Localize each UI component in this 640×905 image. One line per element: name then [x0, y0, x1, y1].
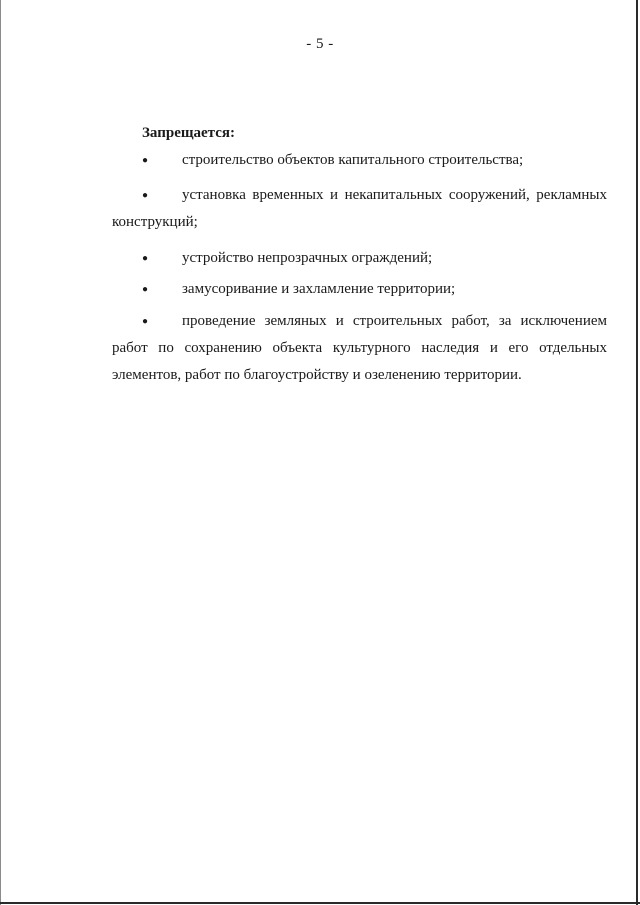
list-item-text: проведение земляных и строительных работ, за исключением — [182, 313, 607, 329]
list-item — [112, 276, 607, 303]
document-body — [112, 120, 607, 389]
scan-edge-left — [0, 0, 1, 905]
page-number: - 5 - — [306, 36, 334, 52]
list-item — [112, 308, 607, 389]
scan-edge-bottom — [0, 902, 640, 904]
bullet-icon: ● — [142, 284, 149, 295]
list-item — [112, 182, 607, 236]
list-item-text: строительство объектов капитального строительства; — [182, 152, 524, 168]
list-item — [112, 245, 607, 272]
list-item — [112, 147, 607, 174]
section-heading: Запрещается: — [142, 125, 236, 141]
list-item-text-continuation: конструкций; — [112, 214, 198, 230]
bullet-icon: ● — [142, 253, 149, 264]
list-item-text: устройство непрозрачных ограждений; — [182, 250, 433, 266]
bullet-icon: ● — [142, 316, 149, 327]
list-item-text-continuation: работ по сохранению объекта культурного наследия и его отдельных — [112, 340, 607, 356]
bullet-icon: ● — [142, 190, 149, 201]
list-item-text: замусоривание и захламление территории; — [182, 281, 456, 297]
bullet-icon: ● — [142, 155, 149, 166]
list-item-text-continuation: элементов, работ по благоустройству и озеленению территории. — [112, 367, 522, 383]
scan-edge-right — [636, 0, 638, 905]
list-item-text: установка временных и некапитальных сооружений, рекламных — [182, 187, 607, 203]
